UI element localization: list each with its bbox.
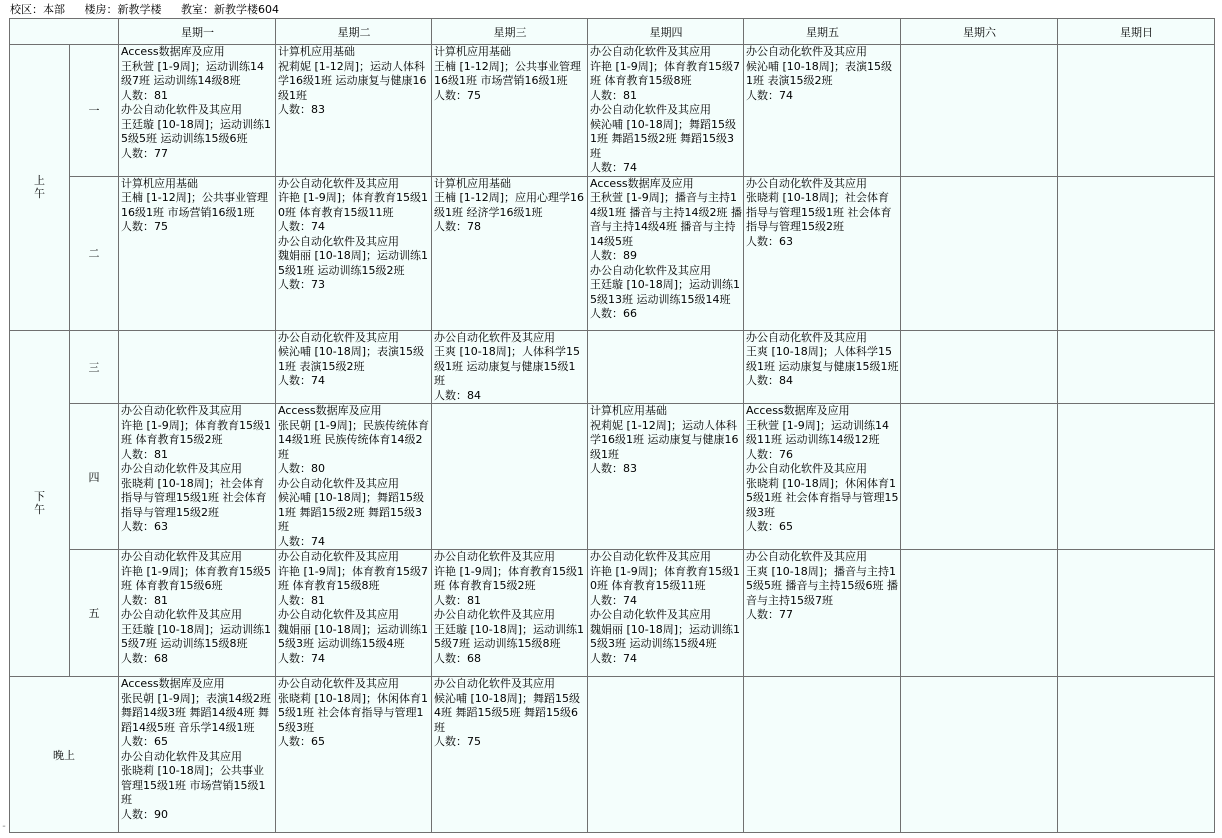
schedule-cell [432, 330, 588, 404]
course-detail: 许艳 [1-9周]；体育教育15级10班 体育教育15级11班 [278, 191, 429, 219]
course-detail: 王楠 [1-12周]；公共事业管理16级1班 市场营销16级1班 [121, 191, 269, 219]
course-entry [278, 404, 430, 477]
period-row [10, 45, 1215, 177]
course-entry [590, 404, 742, 477]
course-course: Access数据库及应用 [121, 45, 225, 58]
course-entry [746, 331, 899, 389]
course-course: 办公自动化软件及其应用 [434, 330, 555, 344]
course-detail: 魏娟丽 [10-18周]；运动训练15级3班 运动训练15级4班 [278, 622, 429, 650]
schedule-cell [276, 404, 432, 550]
course-course: 办公自动化软件及其应用 [590, 45, 711, 58]
course-course: Access数据库及应用 [746, 404, 850, 417]
course-detail: 张晓莉 [10-18周]；公共事业管理15级1班 市场营销15级1班 [121, 764, 266, 806]
schedule-cell [276, 45, 432, 177]
course-course: 办公自动化软件及其应用 [278, 677, 399, 690]
course-count: 人数：73 [278, 278, 325, 291]
course-count: 人数：81 [434, 593, 481, 607]
day-header-row [10, 19, 1215, 45]
course-detail: 王廷璇 [10-18周]；运动训练15级5班 运动训练15级6班 [121, 117, 272, 145]
course-course: 办公自动化软件及其应用 [278, 608, 399, 621]
course-detail: 张晓莉 [10-18周]；社会体育指导与管理15级1班 社会体育指导与管理15级2班 [121, 476, 267, 519]
schedule-cell [119, 45, 276, 177]
course-entry [590, 45, 742, 103]
schedule-cell [119, 550, 276, 677]
course-count: 人数：74 [278, 374, 325, 387]
course-entry [746, 45, 899, 103]
course-course: 办公自动化软件及其应用 [590, 263, 711, 277]
schedule-cell [744, 404, 901, 550]
course-entry [278, 45, 430, 118]
course-detail: 王爽 [10-18周]；人体科学15级1班 运动康复与健康15级1班 [746, 345, 899, 373]
period-row [10, 330, 1215, 404]
course-detail: 候沁哺 [10-18周]；表演15级1班 表演15级2班 [746, 59, 893, 87]
course-entry [590, 550, 742, 608]
course-course: 办公自动化软件及其应用 [278, 550, 399, 563]
course-detail: 王秋萱 [1-9周]；运动训练14级11班 运动训练14级12班 [746, 418, 890, 446]
schedule-cell [744, 45, 901, 177]
schedule-cell [1058, 330, 1215, 404]
schedule-cell [1058, 404, 1215, 550]
course-entry [746, 550, 899, 623]
course-detail: 王秋萱 [1-9周]；运动训练14级7班 运动训练14级8班 [121, 59, 265, 87]
course-detail: 王楠 [1-12周]；应用心理学16级1班 经济学16级1班 [434, 191, 585, 219]
period-row [10, 176, 1215, 330]
course-course: 办公自动化软件及其应用 [121, 462, 242, 475]
schedule-cell [744, 330, 901, 404]
course-course: Access数据库及应用 [590, 176, 694, 190]
schedule-cell [901, 176, 1058, 330]
day-header: 星期五 [744, 19, 901, 45]
schedule-cell [901, 550, 1058, 677]
course-count: 人数：68 [434, 651, 481, 665]
course-detail: 张民朝 [1-9周]；表演14级2班 舞蹈14级3班 舞蹈14级4班 舞蹈14级5班 音乐学14级1班 [121, 691, 272, 734]
corner-cell [10, 19, 119, 45]
course-count: 人数：78 [434, 220, 481, 233]
schedule-cell [119, 330, 276, 404]
course-count: 人数：77 [121, 146, 168, 160]
course-course: 办公自动化软件及其应用 [746, 550, 867, 563]
course-course: 办公自动化软件及其应用 [278, 476, 399, 490]
course-count: 人数：76 [746, 447, 793, 461]
course-count: 人数：63 [121, 520, 168, 533]
schedule-cell [744, 677, 901, 833]
period-row [10, 550, 1215, 677]
schedule-cell [901, 45, 1058, 177]
period-row [10, 404, 1215, 550]
period-label: 二 [70, 176, 119, 330]
course-count: 人数：66 [590, 307, 637, 320]
course-course: 办公自动化软件及其应用 [434, 608, 555, 621]
course-count: 人数：83 [590, 462, 637, 475]
day-header: 星期一 [119, 19, 276, 45]
schedule-cell [276, 677, 432, 833]
schedule-cell [901, 677, 1058, 833]
section-morning: 上 午 [10, 45, 70, 331]
course-count: 人数：75 [121, 220, 168, 233]
day-header: 星期四 [588, 19, 744, 45]
course-entry [278, 331, 430, 389]
course-count: 人数：90 [121, 807, 168, 821]
course-detail: 张晓莉 [10-18周]；休闲体育15级1班 社会体育指导与管理15级3班 [746, 476, 899, 519]
course-entry [278, 477, 430, 550]
course-count: 人数：74 [590, 593, 637, 607]
schedule-cell [744, 176, 901, 330]
course-course: 办公自动化软件及其应用 [590, 608, 711, 621]
course-entry [746, 177, 899, 250]
course-count: 人数：74 [746, 88, 793, 102]
course-entry [121, 103, 274, 161]
course-count: 人数：74 [278, 220, 325, 233]
schedule-cell [1058, 677, 1215, 833]
day-header: 星期三 [432, 19, 588, 45]
course-count: 人数：63 [746, 234, 793, 248]
timetable-header [10, 3, 295, 17]
course-entry [278, 550, 430, 608]
course-entry [590, 103, 742, 176]
course-course: 计算机应用基础 [121, 176, 198, 190]
course-course: 计算机应用基础 [434, 176, 511, 190]
building-label: 楼房：新教学楼 [84, 3, 162, 16]
period-row [10, 677, 1215, 833]
course-detail: 王爽 [10-18周]；播音与主持15级5班 播音与主持15级6班 播音与主持15级7班 [746, 564, 898, 607]
course-count: 人数：74 [590, 651, 637, 665]
course-entry [434, 550, 586, 608]
course-course: 办公自动化软件及其应用 [434, 550, 555, 563]
course-detail: 许艳 [1-9周]；体育教育15级7班 体育教育15级8班 [590, 59, 741, 87]
course-entry [590, 177, 742, 264]
schedule-cell [901, 330, 1058, 404]
course-count: 人数：74 [278, 651, 325, 665]
course-detail: 祝莉妮 [1-12周]；运动人体科学16级1班 运动康复与健康16级1班 [590, 418, 739, 461]
course-course: 办公自动化软件及其应用 [121, 749, 242, 763]
course-entry [434, 608, 586, 666]
course-count: 人数：77 [746, 608, 793, 621]
course-count: 人数：65 [121, 735, 168, 748]
schedule-cell [588, 677, 744, 833]
course-entry [121, 45, 274, 103]
schedule-cell [432, 550, 588, 677]
course-detail: 王廷璇 [10-18周]；运动训练15级7班 运动训练15级8班 [434, 622, 585, 650]
schedule-cell [119, 176, 276, 330]
course-entry [434, 45, 586, 103]
course-count: 人数：81 [590, 88, 637, 102]
course-entry [278, 608, 430, 666]
course-detail: 魏娟丽 [10-18周]；运动训练15级1班 运动训练15级2班 [278, 249, 429, 277]
schedule-cell [588, 550, 744, 677]
course-entry [121, 608, 274, 666]
schedule-cell [588, 404, 744, 550]
course-entry [121, 550, 274, 608]
course-entry [434, 677, 586, 750]
schedule-cell [119, 404, 276, 550]
course-entry [278, 677, 430, 750]
course-count: 人数：75 [434, 735, 481, 748]
course-detail: 许艳 [1-9周]；体育教育15级5班 体育教育15级6班 [121, 564, 272, 592]
day-header: 星期二 [276, 19, 432, 45]
course-course: 办公自动化软件及其应用 [278, 176, 399, 190]
schedule-cell [1058, 45, 1215, 177]
course-entry [121, 677, 274, 750]
course-detail: 许艳 [1-9周]；体育教育15级7班 体育教育15级8班 [278, 564, 429, 592]
course-detail: 候沁哺 [10-18周]；舞蹈15级1班 舞蹈15级2班 舞蹈15级3班 [590, 117, 737, 160]
course-detail: 张民朝 [1-9周]；民族传统体育14级1班 民族传统体育14级2班 [278, 418, 430, 461]
course-entry [121, 404, 274, 462]
course-course: 办公自动化软件及其应用 [746, 176, 867, 190]
section-afternoon: 下 午 [10, 330, 70, 677]
room-label: 教室：新教学楼604 [181, 3, 279, 16]
course-course: Access数据库及应用 [278, 404, 382, 417]
day-header: 星期日 [1058, 19, 1215, 45]
course-course: 办公自动化软件及其应用 [746, 330, 867, 344]
period-label: 一 [70, 45, 119, 177]
course-entry [746, 462, 899, 535]
course-detail: 张晓莉 [10-18周]；社会体育指导与管理15级1班 社会体育指导与管理15级2班 [746, 191, 892, 233]
course-count: 人数：65 [278, 735, 325, 748]
course-count: 人数：81 [121, 593, 168, 607]
course-course: 计算机应用基础 [278, 45, 355, 58]
course-detail: 候沁哺 [10-18周]；舞蹈15级1班 舞蹈15级2班 舞蹈15级3班 [278, 491, 425, 533]
course-course: 办公自动化软件及其应用 [278, 330, 399, 344]
course-detail: 张晓莉 [10-18周]；休闲体育15级1班 社会体育指导与管理15级3班 [278, 691, 429, 734]
course-detail: 候沁哺 [10-18周]；表演15级1班 表演15级2班 [278, 345, 425, 373]
course-detail: 许艳 [1-9周]；体育教育15级1班 体育教育15级2班 [434, 564, 585, 592]
course-entry [121, 177, 274, 235]
course-count: 人数：81 [278, 593, 325, 607]
footer-mark: ¨ [2, 825, 6, 834]
course-course: 办公自动化软件及其应用 [121, 404, 242, 417]
schedule-cell [276, 550, 432, 677]
schedule-cell [1058, 550, 1215, 677]
course-course: 办公自动化软件及其应用 [278, 234, 399, 248]
schedule-cell [588, 330, 744, 404]
course-detail: 许艳 [1-9周]；体育教育15级10班 体育教育15级11班 [590, 564, 741, 592]
course-course: 计算机应用基础 [434, 45, 511, 58]
course-count: 人数：80 [278, 462, 325, 475]
course-course: 办公自动化软件及其应用 [590, 550, 711, 563]
course-count: 人数：89 [590, 249, 637, 262]
course-course: 办公自动化软件及其应用 [121, 608, 242, 621]
course-course: 计算机应用基础 [590, 404, 667, 417]
course-count: 人数：83 [278, 103, 325, 116]
course-count: 人数：74 [590, 161, 637, 174]
schedule-cell [276, 330, 432, 404]
course-detail: 王廷璇 [10-18周]；运动训练15级13班 运动训练15级14班 [590, 278, 741, 306]
course-course: Access数据库及应用 [121, 677, 225, 690]
schedule-cell [432, 677, 588, 833]
course-entry [434, 177, 586, 235]
course-entry [121, 462, 274, 535]
schedule-cell [432, 45, 588, 177]
course-detail: 魏娟丽 [10-18周]；运动训练15级3班 运动训练15级4班 [590, 622, 741, 650]
schedule-cell [588, 176, 744, 330]
schedule-cell [744, 550, 901, 677]
course-count: 人数：81 [121, 447, 168, 461]
course-entry [746, 404, 899, 462]
course-count: 人数：65 [746, 520, 793, 533]
course-detail: 候沁哺 [10-18周]；舞蹈15级4班 舞蹈15级5班 舞蹈15级6班 [434, 691, 581, 734]
section-evening: 晚上 [10, 677, 119, 833]
course-course: 办公自动化软件及其应用 [746, 45, 867, 58]
course-count: 人数：74 [278, 534, 325, 548]
course-entry [121, 750, 274, 823]
schedule-cell [432, 404, 588, 550]
course-detail: 王爽 [10-18周]；人体科学15级1班 运动康复与健康15级1班 [434, 345, 581, 387]
course-entry [590, 264, 742, 322]
schedule-cell [1058, 176, 1215, 330]
course-count: 人数：68 [121, 651, 168, 665]
course-count: 人数：81 [121, 88, 168, 102]
course-detail: 王秋萱 [1-9周]；播音与主持14级1班 播音与主持14级2班 播音与主持14级4班 播音与主持14级5班 [590, 191, 742, 248]
course-course: 办公自动化软件及其应用 [121, 550, 242, 563]
course-course: 办公自动化软件及其应用 [746, 462, 867, 475]
schedule-cell [276, 176, 432, 330]
course-course: 办公自动化软件及其应用 [434, 677, 555, 690]
course-entry [434, 331, 586, 404]
course-entry [278, 235, 430, 293]
course-detail: 王楠 [1-12周]；公共事业管理16级1班 市场营销16级1班 [434, 59, 582, 87]
timetable [9, 18, 1215, 833]
schedule-cell [588, 45, 744, 177]
period-label: 四 [70, 404, 119, 550]
course-detail: 祝莉妮 [1-12周]；运动人体科学16级1班 运动康复与健康16级1班 [278, 59, 427, 102]
schedule-cell [901, 404, 1058, 550]
course-course: 办公自动化软件及其应用 [121, 103, 242, 116]
schedule-cell [432, 176, 588, 330]
course-course: 办公自动化软件及其应用 [590, 103, 711, 116]
period-label: 三 [70, 330, 119, 404]
course-entry [278, 177, 430, 235]
day-header: 星期六 [901, 19, 1058, 45]
course-count: 人数：75 [434, 88, 481, 102]
course-detail: 王廷璇 [10-18周]；运动训练15级7班 运动训练15级8班 [121, 622, 272, 650]
course-entry [590, 608, 742, 666]
period-label: 五 [70, 550, 119, 677]
course-count: 人数：84 [746, 374, 793, 387]
campus-label: 校区：本部 [10, 3, 65, 16]
course-count: 人数：84 [434, 388, 481, 402]
course-detail: 许艳 [1-9周]；体育教育15级1班 体育教育15级2班 [121, 418, 272, 446]
schedule-cell [119, 677, 276, 833]
